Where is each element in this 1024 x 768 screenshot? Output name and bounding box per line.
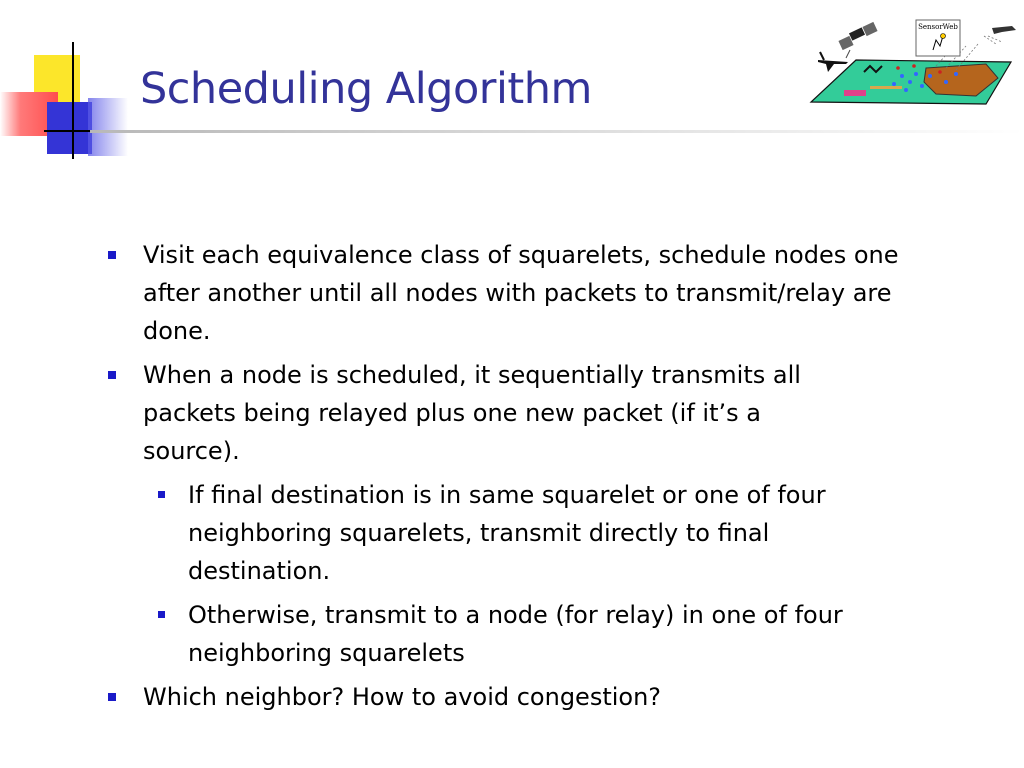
decor-vertical-line [72,42,74,159]
bullet-text: Visit each equivalence class of squarelets, schedule nodes one after another until all nodes with packets to transmit/relay are done. [143,241,899,345]
bullet-marker-icon [158,491,165,498]
slide-title: Scheduling Algorithm [140,64,592,114]
decor-blue-square [47,102,92,154]
bullet-text: When a node is scheduled, it sequentially transmits all packets being relayed plus one new packet (if it’s a source). [143,361,801,465]
bullet-item [143,356,858,470]
airplane-right-icon [984,26,1016,44]
sub-bullet-item [188,596,858,672]
title-underline [90,130,1024,133]
bullet-item [143,236,903,350]
sub-bullet-item [188,476,858,590]
bullet-marker-icon [108,251,116,259]
satellite-icon [838,22,877,58]
bullet-item [143,678,903,716]
logo-label: SensorWeb [918,23,958,31]
bullet-marker-icon [108,371,116,379]
bullet-marker-icon [108,693,116,701]
sensor-map-icon [811,44,1011,104]
decor-blue-glow [88,98,128,156]
bullet-marker-icon [158,611,165,618]
bullet-text: Which neighbor? How to avoid congestion? [143,683,662,711]
sensorweb-logo [806,16,1018,108]
bullet-text: If final destination is in same squarelet or one of four neighboring squarelets, transmit directly to final destination. [188,481,826,585]
bullet-text: Otherwise, transmit to a node (for relay) in one of four neighboring squarelets [188,601,843,667]
